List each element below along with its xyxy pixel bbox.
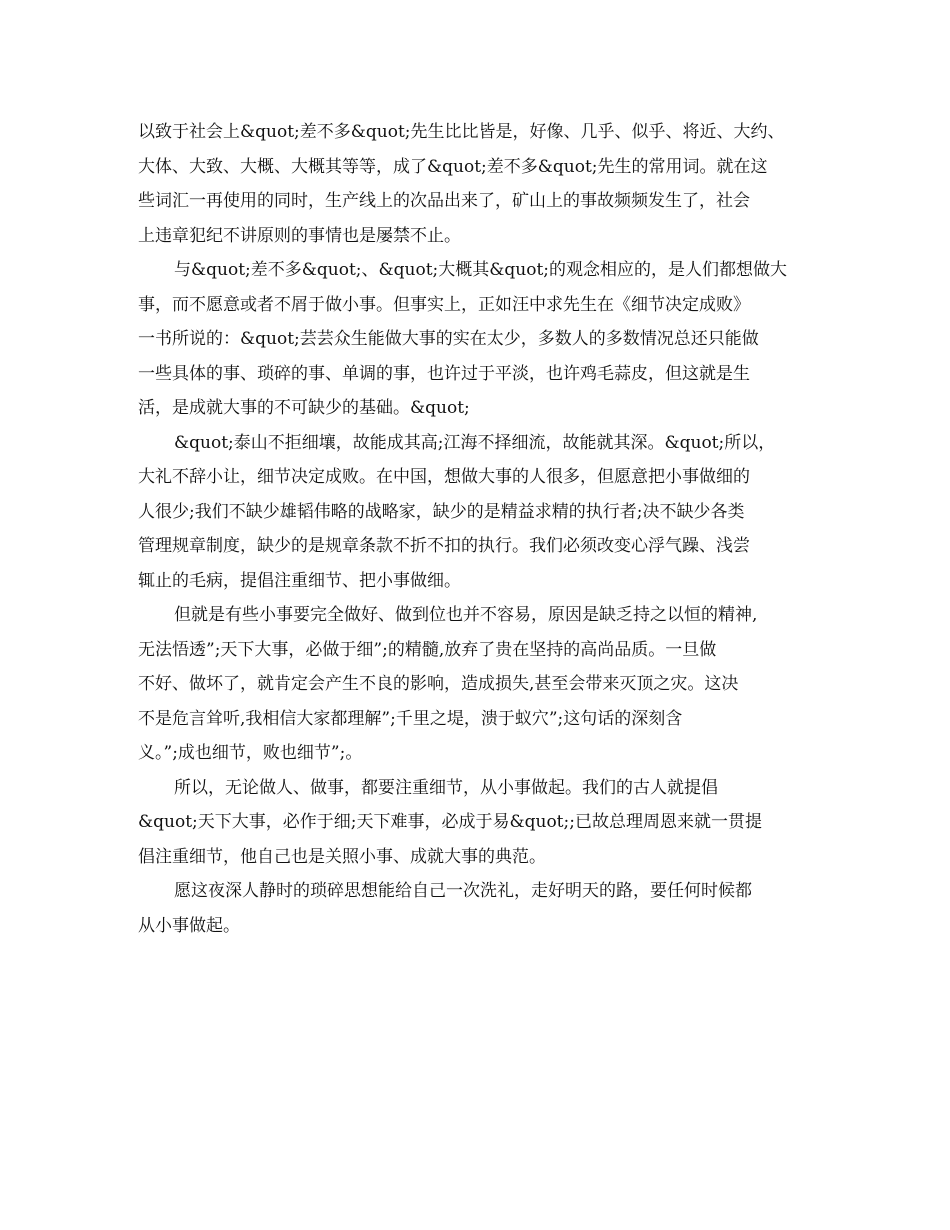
text-line: 辄止的毛病，提倡注重细节、把小事做细。 bbox=[138, 570, 461, 591]
text-line: 但就是有些小事要完全做好、做到位也并不容易，原因是缺乏持之以恒的精神, bbox=[174, 605, 758, 625]
text-line: 管理规章制度，缺少的是规章条款不折不扣的执行。我们必须改变心浮气躁、浅尝 bbox=[138, 536, 750, 556]
text-line: 不是危言耸听,我相信大家都理解”;千里之堤，溃于蚁穴”;这句话的深刻含 bbox=[138, 708, 683, 729]
text-line: 义。”;成也细节，败也细节”;。 bbox=[138, 743, 363, 763]
text-line: 大礼不辞小让，细节决定成败。在中国，想做大事的人很多，但愿意把小事做细的 bbox=[138, 467, 750, 487]
text-line: 所以，无论做人、做事，都要注重细节，从小事做起。我们的古人就提倡 bbox=[174, 777, 718, 798]
text-line: 一些具体的事、琐碎的事、单调的事，也许过于平淡，也许鸡毛蒜皮，但这就是生 bbox=[138, 363, 750, 384]
text-line: 愿这夜深人静时的琐碎思想能给自己一次洗礼，走好明天的路，要任何时候都 bbox=[174, 881, 752, 901]
text-line: 大体、大致、大概、大概其等等，成了&quot;差不多&quot;先生的常用词。就在这 bbox=[138, 156, 768, 177]
text-line: 一书所说的：&quot;芸芸众生能做大事的实在太少，多数人的多数情况总还只能做 bbox=[138, 329, 759, 349]
text-line: 活，是成就大事的不可缺少的基础。&quot; bbox=[138, 398, 470, 418]
text-line: 上违章犯纪不讲原则的事情也是屡禁不止。 bbox=[138, 225, 461, 246]
text-line: &quot;天下大事，必作于细;天下难事，必成于易&quot;;已故总理周恩来就一贯提 bbox=[138, 812, 762, 832]
text-line: 人很少;我们不缺少雄韬伟略的战略家，缺少的是精益求精的执行者;决不缺少各类 bbox=[138, 501, 745, 522]
text-line: 与&quot;差不多&quot;、&quot;大概其&quot;的观念相应的，是人们都想做大 bbox=[174, 260, 788, 280]
text-line: 些词汇一再使用的同时，生产线上的次品出来了，矿山上的事故频频发生了，社会 bbox=[138, 191, 750, 211]
document-body bbox=[138, 115, 818, 943]
text-line: &quot;泰山不拒细壤，故能成其高;江海不择细流，故能就其深。&quot;所以， bbox=[174, 432, 776, 453]
text-line: 无法悟透”;天下大事，必做于细”;的精髓,放弃了贵在坚持的高尚品质。一旦做 bbox=[138, 639, 717, 660]
text-line: 事，而不愿意或者不屑于做小事。但事实上，正如汪中求先生在《细节决定成败》 bbox=[138, 294, 750, 315]
text-line: 以致于社会上&quot;差不多&quot;先生比比皆是，好像、几乎、似乎、将近、大约、 bbox=[138, 122, 785, 142]
text-line: 从小事做起。 bbox=[138, 915, 240, 936]
text-line: 不好、做坏了，就肯定会产生不良的影响，造成损失,甚至会带来灭顶之灾。这决 bbox=[138, 674, 739, 694]
text-line: 倡注重细节，他自己也是关照小事、成就大事的典范。 bbox=[138, 846, 546, 867]
